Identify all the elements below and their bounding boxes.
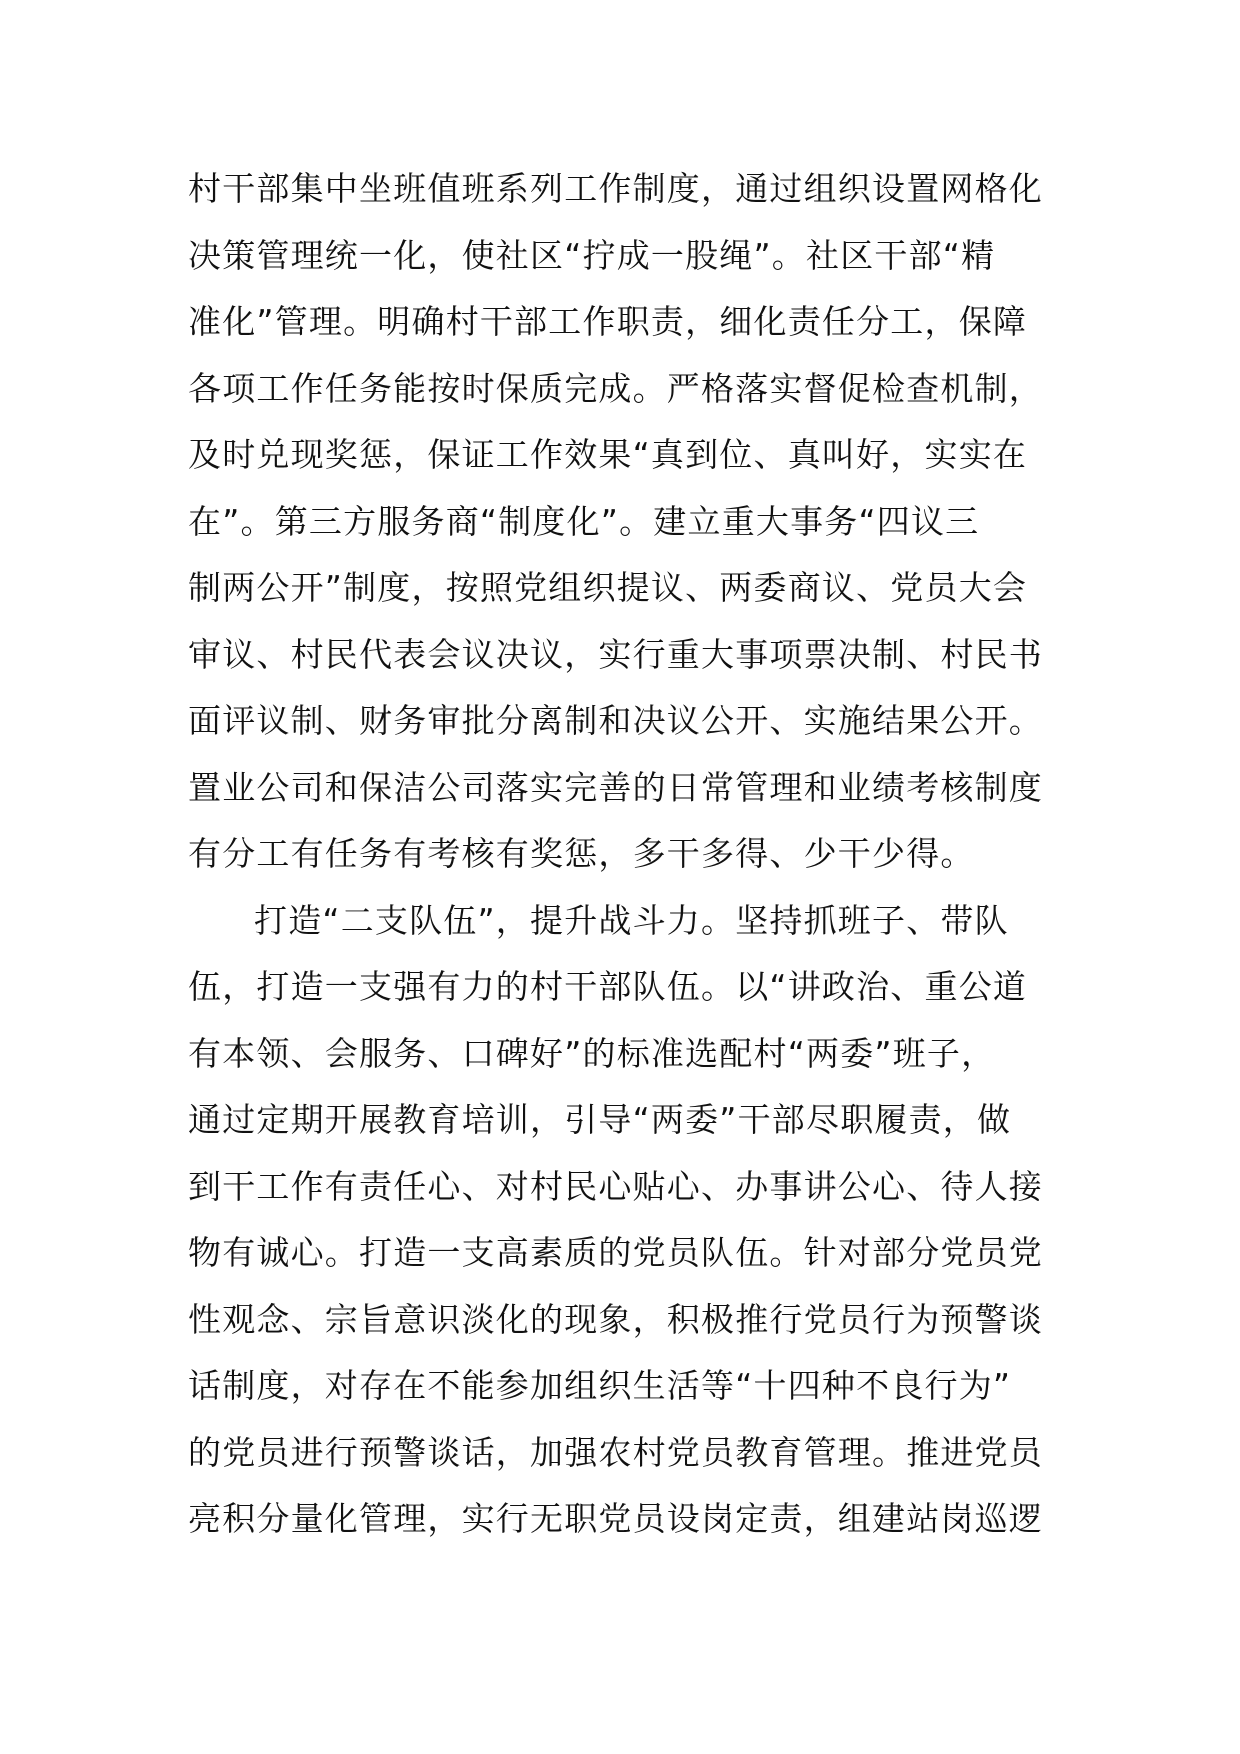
text-line: 决策管理统一化，使社区“拧成一股绳”。社区干部“精 [188,235,996,275]
text-line: 及时兑现奖惩，保证工作效果“真到位、真叫好，实实在 [188,435,1028,474]
text-line: 物有诚心。打造一支高素质的党员队伍。针对部分党员党 [188,1233,1043,1272]
text-line: 在”。第三方服务商“制度化”。建立重大事务“四议三 [188,501,980,541]
text-line: 置业公司和保洁公司落实完善的日常管理和业绩考核制度 [188,767,1043,807]
text-line: 村干部集中坐班值班系列工作制度，通过组织设置网格化 [188,169,1043,208]
text-line: 通过定期开展教育培训，引导“两委”干部尽职履责，做 [188,1100,1012,1139]
text-line: 准化”管理。明确村干部工作职责，细化责任分工，保障 [188,302,1028,341]
text-line: 的党员进行预警谈话，加强农村党员教育管理。推进党员 [188,1432,1043,1472]
text-line: 各项工作任务能按时保质完成。严格落实督促检查机制， [188,368,1043,408]
body-text [188,156,1058,1553]
text-line: 性观念、宗旨意识淡化的现象，积极推行党员行为预警谈 [188,1299,1043,1339]
text-line: 有分工有任务有考核有奖惩，多干多得、少干少得。 [188,834,975,873]
text-line: 审议、村民代表会议决议，实行重大事项票决制、村民书 [188,634,1043,674]
text-line: 亮积分量化管理，实行无职党员设岗定责，组建站岗巡逻 [188,1499,1043,1538]
paragraph-start-line: 打造“二支队伍”，提升战斗力。坚持抓班子、带队 [254,900,1009,940]
text-line: 到干工作有责任心、对村民心贴心、办事讲公心、待人接 [188,1166,1043,1206]
text-line: 面评议制、财务审批分离制和决议公开、实施结果公开。 [188,701,1043,740]
text-line: 话制度，对存在不能参加组织生活等“十四种不良行为” [188,1366,1012,1405]
text-line: 制两公开”制度，按照党组织提议、两委商议、党员大会 [188,568,1028,607]
text-line: 伍，打造一支强有力的村干部队伍。以“讲政治、重公道 [188,967,1028,1006]
text-line: 有本领、会服务、口碑好”的标准选配村“两委”班子， [188,1033,996,1073]
